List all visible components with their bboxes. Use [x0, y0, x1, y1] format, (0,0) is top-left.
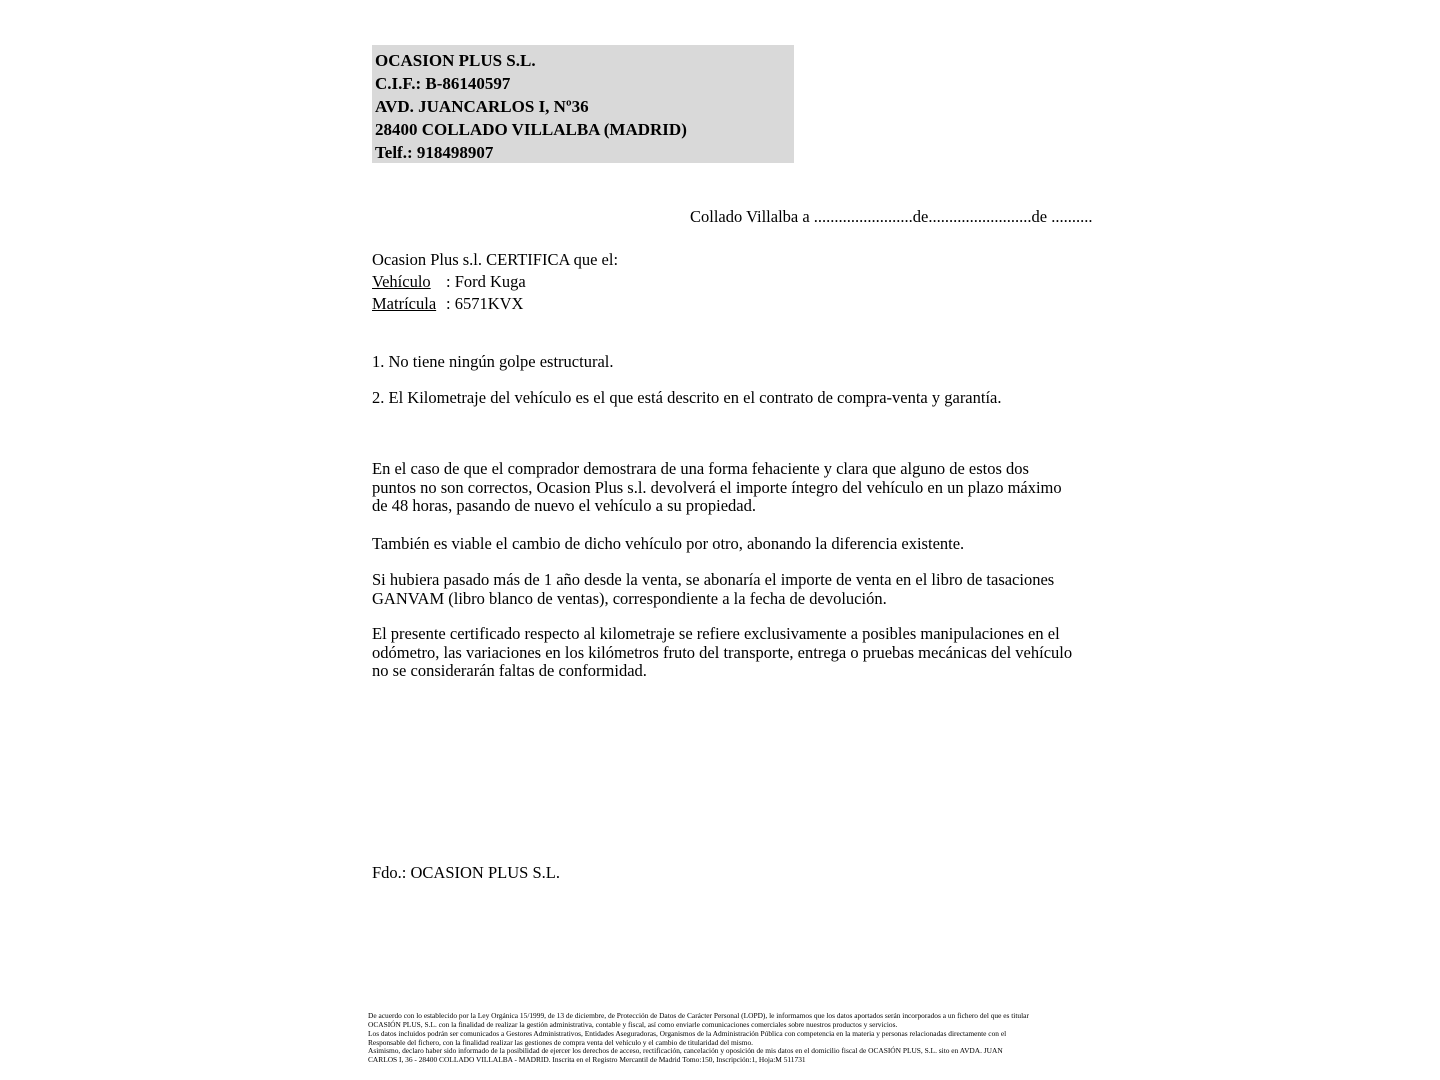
legal-footer: [368, 1012, 1083, 1065]
company-header-box: [372, 45, 794, 163]
legal-line: De acuerdo con lo establecido por la Ley Orgánica 15/1999, de 13 de diciembre, de Protección de Datos de Carácter Personal (LOPD), le informamos que los datos aportados serán incorporados a un fichero del que es titular: [368, 1011, 1029, 1020]
paragraph-refund-policy: En el caso de que el comprador demostrara de una forma fehaciente y clara que alguno de estos dos puntos no son correctos, Ocasion Plus s.l. devolverá el importe íntegro del vehículo en un plazo máximo de 48 horas, pasando de nuevo el vehículo a su propiedad.: [372, 459, 1062, 516]
certify-intro: Ocasion Plus s.l. CERTIFICA que el:: [372, 250, 619, 269]
company-phone: Telf.: 918498907: [375, 143, 494, 162]
paragraph-exchange-option: También es viable el cambio de dicho vehículo por otro, abonando la diferencia existente.: [372, 534, 965, 553]
vehicle-field-label: Vehículo: [372, 272, 431, 291]
signature-line: Fdo.: OCASION PLUS S.L.: [372, 863, 560, 882]
vehicle-field: [372, 271, 618, 293]
legal-line: Responsable del fichero, con la finalidad realizar las gestiones de compra venta del vehículo y el cambio de titularidad del mismo.: [368, 1037, 754, 1047]
company-address: AVD. JUANCARLOS I, Nº36: [375, 97, 589, 116]
paragraph-ganvam-valuation: Si hubiera pasado más de 1 año desde la venta, se abonaría el importe de venta en el libro de tasaciones GANVAM (libro blanco de ventas), correspondiente a la fecha de devolución.: [372, 570, 1055, 608]
plate-field-value: : 6571KVX: [446, 294, 524, 313]
legal-line: Los datos incluidos podrán ser comunicados a Gestores Administrativos, Entidades Aseguradoras, Organismos de la Administración Pública con competencia en la materia y personas relacionadas directamente con el: [368, 1028, 1007, 1038]
certification-block: [372, 249, 618, 315]
paragraph-odometer-disclaimer: El presente certificado respecto al kilometraje se refiere exclusivamente a posibles manipulaciones en el odómetro, las variaciones en los kilómetros fruto del transporte, entrega o pruebas mecánicas del vehículo no se considerarán faltas de conformidad.: [372, 624, 1073, 681]
numbered-point-1: 1. No tiene ningún golpe estructural.: [372, 352, 614, 371]
plate-field: [372, 293, 618, 315]
legal-line: Asimismo, declaro haber sido informado de la posibilidad de ejercer los derechos de acceso, rectificación, cancelación y oposición de mis datos en el domicilio fiscal de OCASIÓN PLUS, S.L. sito en AVDA. JUAN: [368, 1046, 1003, 1056]
date-line: Collado Villalba a ........................de.........................de ..........: [690, 207, 1093, 226]
plate-field-label: Matrícula: [372, 294, 437, 313]
company-name: OCASION PLUS S.L.: [375, 51, 536, 70]
vehicle-field-value: : Ford Kuga: [446, 272, 526, 291]
company-city: 28400 COLLADO VILLALBA (MADRID): [375, 120, 687, 139]
legal-line: OCASIÓN PLUS, S.L. con la finalidad de realizar la gestión administrativa, contable y fiscal, así como enviarle comunicaciones comerciales sobre nuestros productos y servicios.: [368, 1019, 898, 1029]
company-cif: C.I.F.: B-86140597: [375, 74, 511, 93]
numbered-point-2: 2. El Kilometraje del vehículo es el que está descrito en el contrato de compra-venta y garantía.: [372, 388, 1002, 407]
legal-line: CARLOS I, 36 - 28400 COLLADO VILLALBA - MADRID. Inscrita en el Registro Mercantil de Madrid Tomo:150, Inscripción:1, Hoja:M 511731: [368, 1055, 806, 1065]
